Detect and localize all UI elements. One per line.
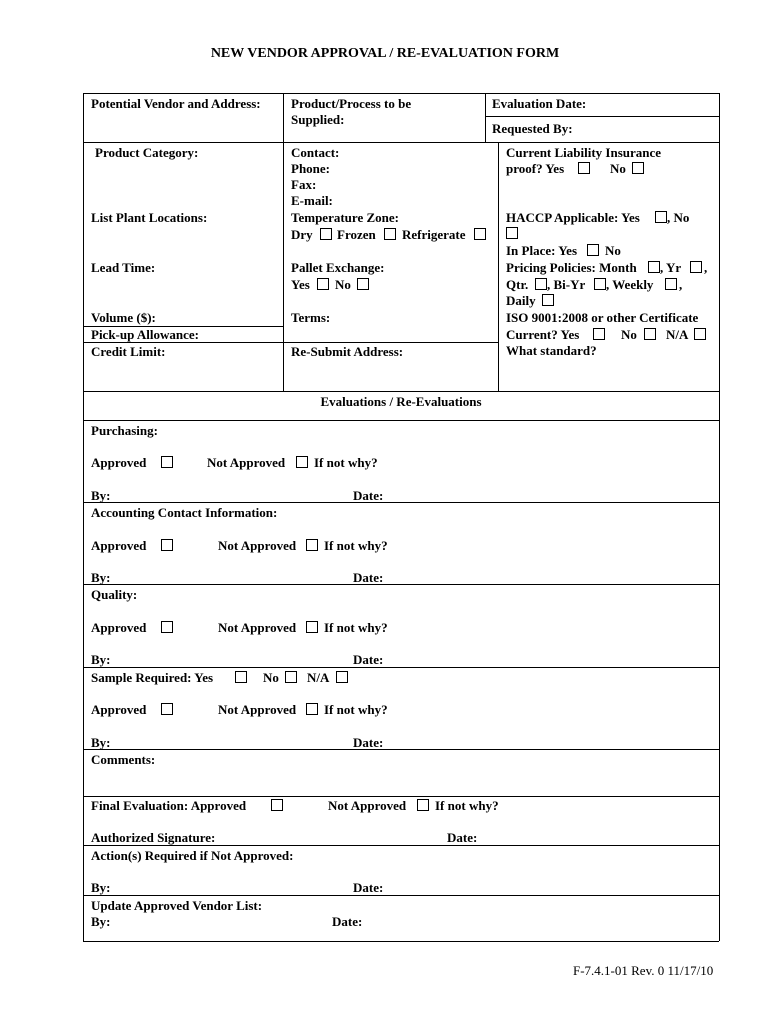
temp-dry-checkbox[interactable] (320, 228, 332, 240)
phone-label: Phone: (291, 161, 330, 176)
haccp-no-label: , No (667, 210, 690, 225)
contact-label: Contact: (291, 145, 340, 160)
haccp-label: HACCP Applicable: Yes (506, 210, 640, 225)
temp-frozen-checkbox[interactable] (384, 228, 396, 240)
temp-refrigerate-checkbox[interactable] (474, 228, 486, 240)
accounting-if-not-why: If not why? (324, 538, 388, 553)
quality-approved-checkbox[interactable] (161, 621, 173, 633)
in-place-no-label: No (605, 243, 621, 258)
pallet-yes-checkbox[interactable] (317, 278, 329, 290)
comments-label: Comments: (91, 752, 156, 767)
row-divider-purchasing (83, 420, 719, 421)
potential-vendor-label: Potential Vendor and Address: (91, 96, 261, 111)
pricing-weekly-checkbox[interactable] (665, 278, 677, 290)
column-divider-2-top (485, 93, 486, 142)
purchasing-date-label: Date: (353, 488, 384, 503)
insurance-yes-label: proof? Yes (506, 161, 565, 176)
quality-if-not-why: If not why? (324, 620, 388, 635)
iso-yes-label: Current? Yes (506, 327, 580, 342)
accounting-not-approved-label: Not Approved (218, 538, 297, 553)
pricing-comma-1: , (704, 260, 708, 275)
pricing-biyr-checkbox[interactable] (594, 278, 606, 290)
iso-label: ISO 9001:2008 or other Certificate (506, 310, 699, 325)
purchasing-label: Purchasing: (91, 423, 158, 438)
sample-no-checkbox[interactable] (285, 671, 297, 683)
purchasing-if-not-why: If not why? (314, 455, 378, 470)
final-evaluation-label: Final Evaluation: Approved (91, 798, 247, 813)
row-divider-update (83, 895, 719, 896)
accounting-label: Accounting Contact Information: (91, 505, 278, 520)
in-place-label: In Place: Yes (506, 243, 578, 258)
row-divider-comments (83, 749, 719, 750)
pricing-qtr-label: Qtr. (506, 277, 529, 292)
temp-refrigerate-label: Refrigerate (402, 227, 466, 242)
pricing-yr-label: , Yr (660, 260, 682, 275)
row-divider-sample (83, 667, 719, 668)
sample-required-label: Sample Required: Yes (91, 670, 214, 685)
quality-date-label: Date: (353, 652, 384, 667)
column-divider-2 (498, 142, 499, 391)
quality-label: Quality: (91, 587, 138, 602)
table-border-bottom (83, 941, 719, 942)
insurance-no-label: No (610, 161, 626, 176)
actions-by-label: By: (91, 880, 111, 895)
insurance-yes-checkbox[interactable] (578, 162, 590, 174)
sample-yes-checkbox[interactable] (235, 671, 247, 683)
final-not-approved-checkbox[interactable] (417, 799, 429, 811)
form-revision-footer: F-7.4.1-01 Rev. 0 11/17/10 (573, 963, 714, 978)
temp-dry-label: Dry (291, 227, 313, 242)
purchasing-approved-checkbox[interactable] (161, 456, 173, 468)
row-divider-accounting (83, 502, 719, 503)
final-not-approved-label: Not Approved (328, 798, 407, 813)
sample-if-not-why: If not why? (324, 702, 388, 717)
quality-not-approved-checkbox[interactable] (306, 621, 318, 633)
final-if-not-why: If not why? (435, 798, 499, 813)
email-label: E-mail: (291, 193, 333, 208)
product-process-label-2: Supplied: (291, 112, 345, 127)
pricing-month-checkbox[interactable] (648, 261, 660, 273)
in-place-yes-checkbox[interactable] (587, 244, 599, 256)
column-divider-1 (283, 93, 284, 391)
sample-not-approved-checkbox[interactable] (306, 703, 318, 715)
quality-by-label: By: (91, 652, 111, 667)
plant-locations-label: List Plant Locations: (91, 210, 208, 225)
iso-na-label: N/A (666, 327, 689, 342)
final-approved-checkbox[interactable] (271, 799, 283, 811)
table-border-right (719, 93, 720, 941)
pallet-exchange-label: Pallet Exchange: (291, 260, 385, 275)
pickup-allowance-label: Pick-up Allowance: (91, 327, 199, 342)
table-border-left (83, 93, 84, 941)
sample-approved-checkbox[interactable] (161, 703, 173, 715)
pallet-yes-label: Yes (291, 277, 310, 292)
purchasing-by-label: By: (91, 488, 111, 503)
form-title: NEW VENDOR APPROVAL / RE-EVALUATION FORM (210, 46, 560, 61)
sample-approved-label: Approved (91, 702, 147, 717)
actions-required-label: Action(s) Required if Not Approved: (91, 848, 294, 863)
pickup-divider (83, 342, 498, 343)
credit-limit-label: Credit Limit: (91, 344, 166, 359)
pricing-comma-2: , (679, 277, 683, 292)
purchasing-not-approved-checkbox[interactable] (296, 456, 308, 468)
final-date-label: Date: (447, 830, 478, 845)
sample-na-label: N/A (307, 670, 330, 685)
sample-no-label: No (263, 670, 279, 685)
row-divider-final (83, 796, 719, 797)
authorized-signature-label: Authorized Signature: (91, 830, 216, 845)
update-by-label: By: (91, 914, 111, 929)
purchasing-approved-label: Approved (91, 455, 147, 470)
pricing-daily-label: Daily (506, 293, 536, 308)
accounting-approved-label: Approved (91, 538, 147, 553)
update-vendor-list-label: Update Approved Vendor List: (91, 898, 263, 913)
volume-label: Volume ($): (91, 310, 156, 325)
resubmit-address-label: Re-Submit Address: (291, 344, 404, 359)
iso-standard-label: What standard? (506, 343, 597, 358)
iso-na-checkbox[interactable] (694, 328, 706, 340)
insurance-label: Current Liability Insurance (506, 145, 662, 160)
pricing-daily-checkbox[interactable] (542, 294, 554, 306)
actions-date-label: Date: (353, 880, 384, 895)
row-divider-evaluations (83, 391, 719, 392)
pallet-no-label: No (335, 277, 351, 292)
quality-not-approved-label: Not Approved (218, 620, 297, 635)
pricing-weekly-label: , Weekly (606, 277, 654, 292)
requested-by-label: Requested By: (492, 121, 573, 136)
evaluations-header: Evaluations / Re-Evaluations (320, 394, 482, 409)
sample-na-checkbox[interactable] (336, 671, 348, 683)
update-date-label: Date: (332, 914, 363, 929)
iso-yes-checkbox[interactable] (593, 328, 605, 340)
temperature-zone-label: Temperature Zone: (291, 210, 399, 225)
lead-time-label: Lead Time: (91, 260, 156, 275)
accounting-approved-checkbox[interactable] (161, 539, 173, 551)
table-border-top (83, 93, 719, 94)
fax-label: Fax: (291, 177, 317, 192)
accounting-not-approved-checkbox[interactable] (306, 539, 318, 551)
quality-approved-label: Approved (91, 620, 147, 635)
iso-no-label: No (621, 327, 637, 342)
row-divider-quality (83, 584, 719, 585)
iso-no-checkbox[interactable] (644, 328, 656, 340)
sample-not-approved-label: Not Approved (218, 702, 297, 717)
accounting-date-label: Date: (353, 570, 384, 585)
sample-by-label: By: (91, 735, 111, 750)
purchasing-not-approved-label: Not Approved (207, 455, 286, 470)
sample-date-label: Date: (353, 735, 384, 750)
pricing-qtr-checkbox[interactable] (535, 278, 547, 290)
product-category-label: Product Category: (95, 145, 199, 160)
product-process-label: Product/Process to be (291, 96, 412, 111)
row-divider-category (83, 142, 719, 143)
row-divider-requested (485, 116, 719, 117)
pricing-yr-checkbox[interactable] (690, 261, 702, 273)
pricing-biyr-label: , Bi-Yr (547, 277, 586, 292)
terms-label: Terms: (291, 310, 331, 325)
pricing-label: Pricing Policies: Month (506, 260, 637, 275)
haccp-no-checkbox[interactable] (506, 227, 518, 239)
insurance-no-checkbox[interactable] (632, 162, 644, 174)
accounting-by-label: By: (91, 570, 111, 585)
pallet-no-checkbox[interactable] (357, 278, 369, 290)
temp-frozen-label: Frozen (337, 227, 376, 242)
evaluation-date-label: Evaluation Date: (492, 96, 587, 111)
haccp-yes-checkbox[interactable] (655, 211, 667, 223)
